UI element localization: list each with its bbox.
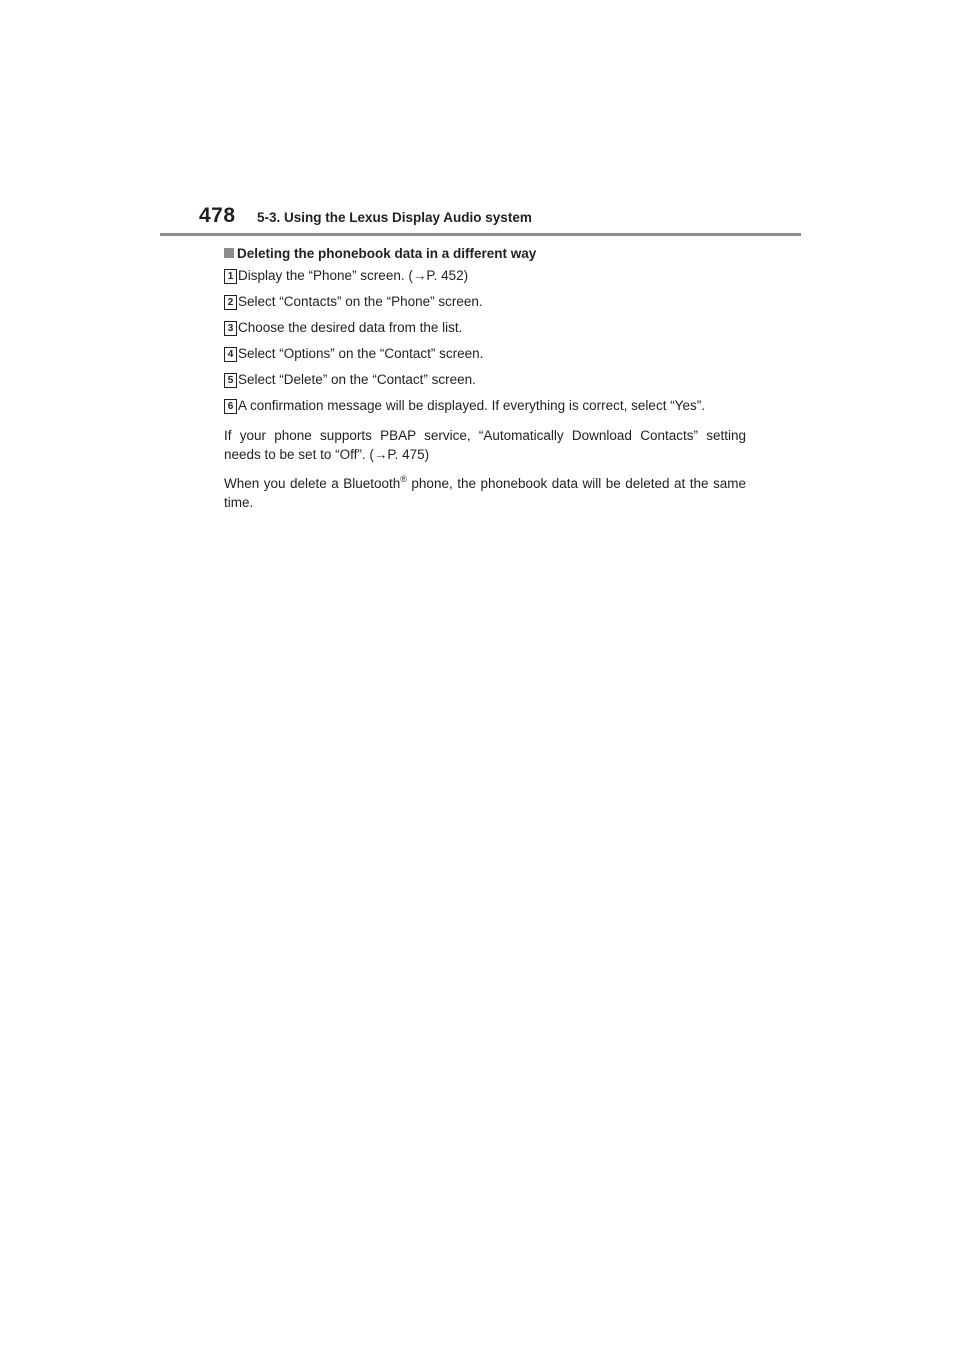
step-item: [224, 398, 784, 424]
step-number-badge: 4: [224, 347, 237, 362]
step-text: Select “Options” on the “Contact” screen.: [238, 346, 484, 361]
step-item: [224, 346, 784, 372]
step-text: Choose the desired data from the list.: [238, 320, 463, 335]
step-text: A confirmation message will be displayed. If everything is correct, select “Yes”.: [238, 398, 705, 413]
step-item: [224, 320, 784, 346]
step-text: Select “Contacts” on the “Phone” screen.: [238, 294, 483, 309]
step-item: [224, 268, 784, 294]
page-number: 478: [199, 204, 236, 227]
step-number-badge: 1: [224, 269, 237, 284]
note-bluetooth-before: When you delete a Bluetooth: [224, 476, 401, 491]
note-pbap: If your phone supports PBAP service, “Automatically Download Contacts” setting needs to be set to “Off”. (→P. 475): [224, 428, 746, 462]
step-text: Select “Delete” on the “Contact” screen.: [238, 372, 476, 387]
note-bluetooth-after: phone, the phonebook data will be deleted at the same time.: [224, 476, 746, 510]
step-item: [224, 372, 784, 398]
note-bluetooth: [224, 470, 746, 512]
header-rule: [160, 233, 801, 236]
subheading: [224, 245, 536, 262]
registered-mark: ®: [400, 474, 407, 484]
step-number-badge: 3: [224, 321, 237, 336]
step-number-badge: 2: [224, 295, 237, 310]
subheading-text: Deleting the phonebook data in a different way: [237, 246, 537, 261]
steps-list: [224, 268, 784, 424]
section-title: 5-3. Using the Lexus Display Audio system: [257, 210, 532, 225]
step-number-badge: 5: [224, 373, 237, 388]
notes-block: [224, 426, 746, 518]
step-text: Display the “Phone” screen. (→P. 452): [238, 268, 469, 283]
page-header: [199, 204, 801, 234]
square-bullet-icon: [224, 248, 234, 258]
step-item: [224, 294, 784, 320]
step-number-badge: 6: [224, 399, 237, 414]
